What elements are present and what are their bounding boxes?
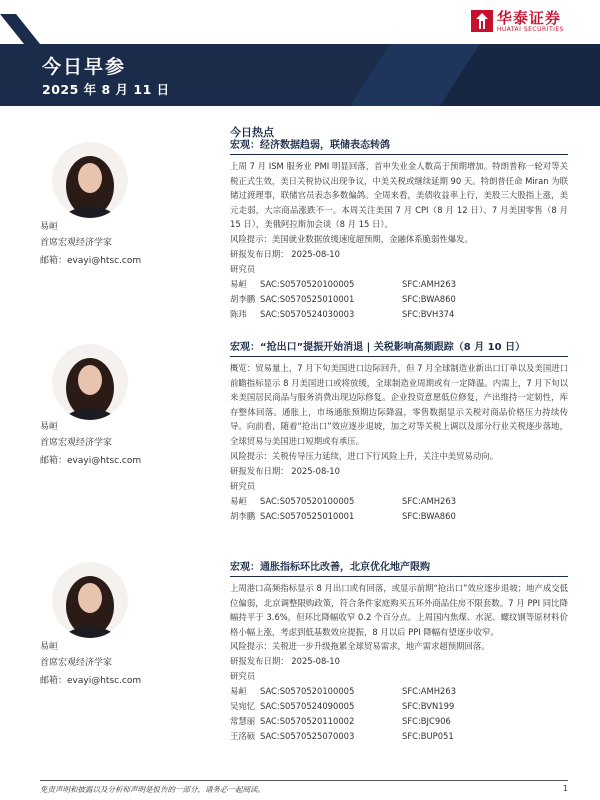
analyst-title: 首席宏观经济学家	[40, 658, 113, 668]
analyst-card	[40, 640, 190, 688]
footer-disclaimer: 免责声明和披露以及分析师声明是报告的一部分，请务必一起阅读。	[40, 785, 265, 794]
article-title[interactable]: 宏观：“抢出口”提振开始消退 | 关税影响高频跟踪（8 月 10 日）	[230, 340, 568, 357]
avatar	[52, 562, 128, 638]
top-bar	[0, 0, 600, 42]
article-role: 研究员	[230, 480, 256, 491]
article-title[interactable]: 宏观：经济数据趋弱，联储表态转鸽	[230, 138, 568, 155]
huatai-logo-icon	[471, 10, 493, 32]
analyst-title: 首席宏观经济学家	[40, 238, 113, 248]
article-date: 研报发布日期： 2025-08-10	[230, 248, 340, 259]
article	[230, 560, 568, 744]
article-risk: 风险提示：关税进一步升级拖累全球贸易需求，地产需求超预期回落。	[230, 641, 490, 652]
analyst-name: 易峘	[40, 642, 59, 652]
corner-accent	[0, 14, 40, 46]
report-date: 2025 年 8 月 11 日	[42, 82, 170, 97]
researcher-row: 胡李鹏 SAC:S0570525010001 SFC:BWA860	[230, 510, 456, 521]
researcher-row: 易峘 SAC:S0570520100005 SFC:AMH263	[230, 686, 457, 697]
analyst-email[interactable]: 邮箱：evayi@htsc.com	[40, 676, 142, 686]
article-title[interactable]: 宏观：通胀指标环比改善，北京优化地产限购	[230, 560, 568, 577]
analyst-card	[40, 220, 190, 268]
researcher-row: 常慧丽 SAC:S0570520110002 SFC:BJC906	[230, 716, 451, 727]
article-date: 研报发布日期： 2025-08-10	[230, 656, 340, 667]
section-title: 今日热点	[230, 126, 274, 139]
researcher-row: 吴宛忆 SAC:S0570524090005 SFC:BVN199	[230, 701, 455, 712]
banner-decoration	[330, 44, 600, 106]
article-role: 研究员	[230, 263, 256, 274]
article-body: 概览：贸易量上，7 月下旬美国进口边际回升，但 7 月全球制造业新出口订单以及美国进口前瞻指标显示 8 月美国进口或将放缓，全球制造业周期或有一定降温。内需上，7 月下旬以来美国居民商品与服务消费出现边际修复。企业投资意愿低位修复，产出维持一定韧性，库存整体回落。通胀上，市场通胀预期边际降温，零售数据显示关税对商品价格压力持续传导。向前看，随着“抢出口”效应逐步退坡，加之对等关税上调以及部分行业关税逐步落地，全球贸易与美国进口短期或有承压。	[230, 363, 568, 446]
researcher-row: 王洺硕 SAC:S0570525070003 SFC:BUP051	[230, 731, 454, 742]
researcher-row: 胡李鹏 SAC:S0570525010001 SFC:BWA860	[230, 293, 456, 304]
article	[230, 340, 568, 524]
analyst-title: 首席宏观经济学家	[40, 438, 113, 448]
analyst-email[interactable]: 邮箱：evayi@htsc.com	[40, 456, 142, 466]
researcher-row: 易峘 SAC:S0570520100005 SFC:AMH263	[230, 495, 457, 506]
brand-logo	[471, 10, 564, 40]
page-title: 今日早参	[42, 56, 127, 78]
analyst-email[interactable]: 邮箱：evayi@htsc.com	[40, 256, 142, 266]
article-risk: 风险提示：美国就业数据放缓速度超预期，金融体系脆弱性爆发。	[230, 233, 473, 244]
brand-name-en: HUATAI SECURITIES	[496, 26, 564, 33]
article-body: 上周港口高频指标显示 8 月出口或有回落，或显示前期“抢出口”效应逐步退坡；地产成交低位偏弱，北京调整限购政策，符合条件家庭购买五环外商品住房不限套数。7 月 PPI 同比降幅持平于 3.6%，但环比降幅收窄 0.2 个百分点。上周国内焦煤、水泥、螺纹钢等原材料价格小幅上涨，考虑到低基数效应提振，8 月以后 PPI 降幅有望逐步收窄。	[230, 583, 568, 637]
header-banner	[0, 44, 600, 106]
analyst-card	[40, 420, 190, 468]
article	[230, 138, 568, 322]
analyst-name: 易峘	[40, 422, 59, 432]
avatar	[52, 142, 128, 218]
analyst-name: 易峘	[40, 222, 59, 232]
page-number: 1	[562, 784, 568, 793]
brand-name-cn: 华泰证券	[496, 9, 561, 27]
article-role: 研究员	[230, 671, 256, 682]
avatar	[52, 344, 128, 420]
article-risk: 风险提示：关税传导压力延续，进口下行风险上升，关注中美贸易动向。	[230, 450, 498, 461]
article-body: 上周 7 月 ISM 服务业 PMI 明显回落，首申失业金人数高于预期增加。特朗普称一轮对等关税正式生效，美日关税协议出现争议，中美关税或继续延期 90 天。特朗普任命 Miran 为联储过渡理事，联储官员表态多数偏鸽。全周来看，美债收益率上行，美股三大股指上涨，美元走弱，大宗商品涨跌不一。本周关注美国 7 月 CPI（8 月 12 日）、7 月美国零售（8 月 15 日），美俄阿拉斯加会谈（8 月 15 日）。	[230, 161, 568, 230]
footer-divider	[40, 780, 568, 781]
researcher-row: 易峘 SAC:S0570520100005 SFC:AMH263	[230, 278, 457, 289]
researcher-row: 陈玮 SAC:S0570524030003 SFC:BVH374	[230, 308, 455, 319]
article-date: 研报发布日期： 2025-08-10	[230, 465, 340, 476]
